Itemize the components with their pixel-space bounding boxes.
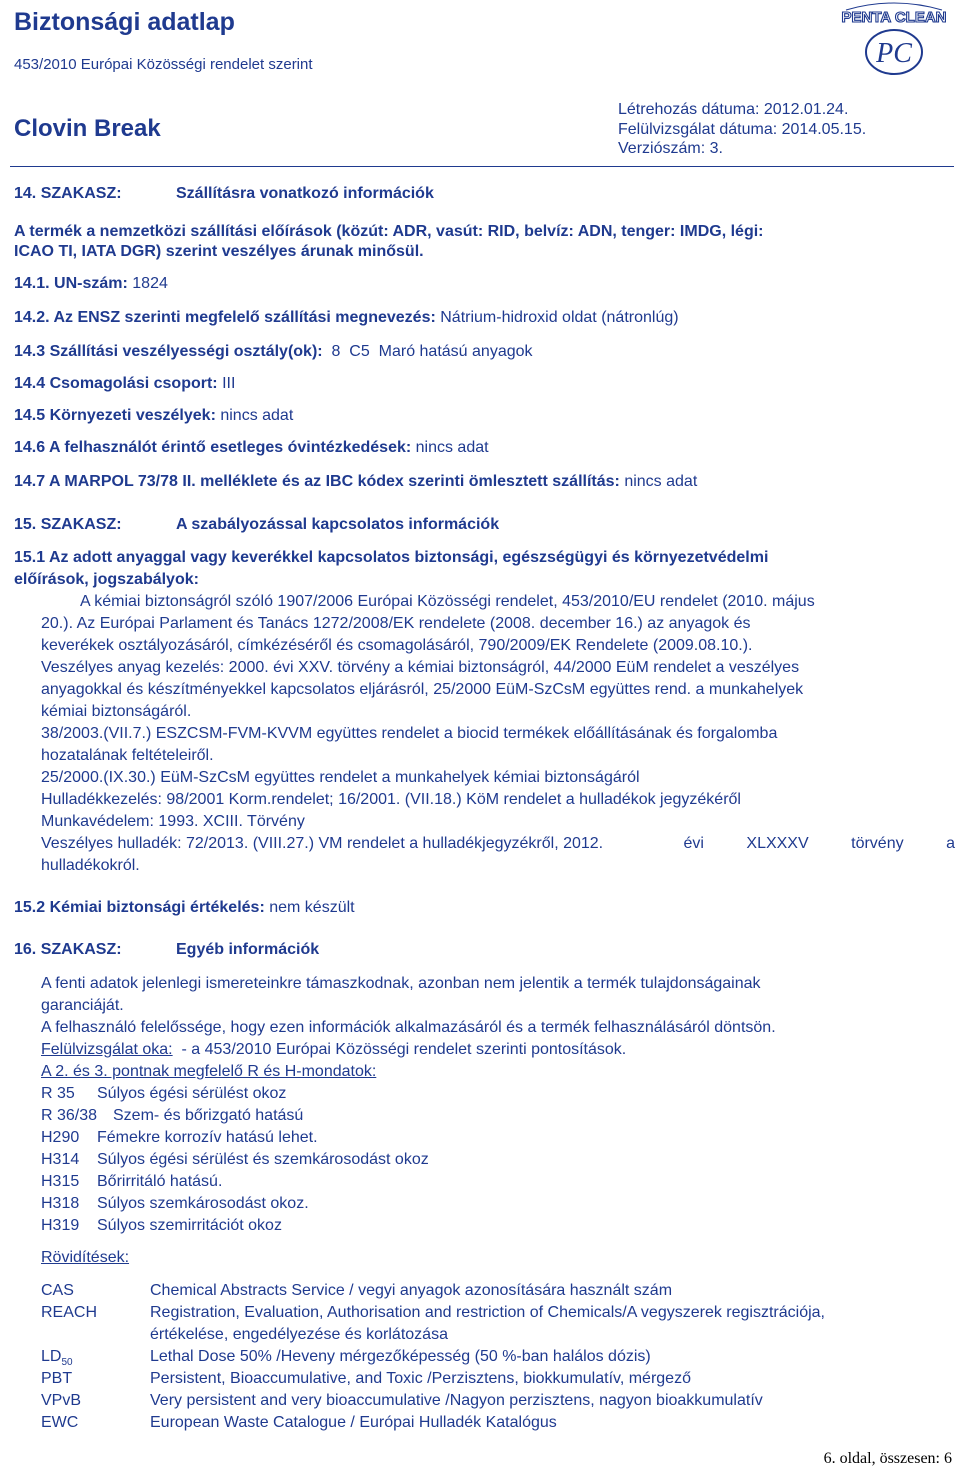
section-16-heading: 16. SZAKASZ: Egyéb információk (14, 941, 320, 958)
abbr-key: VPvB (41, 1392, 82, 1409)
document-title: Biztonsági adatlap (14, 8, 235, 36)
phrase-item: H318 Súlyos szemkárosodást okoz. (41, 1195, 309, 1212)
s16-paragraph: garanciáját. (41, 997, 124, 1014)
s15-1-heading-line2: előírások, jogszabályok: (14, 571, 199, 588)
revised-date: Felülvizsgálat dátuma: 2014.05.15. (618, 120, 867, 138)
page-number: 6. oldal, összesen: 6 (823, 1450, 952, 1467)
abbr-value: European Waste Catalogue / Európai Hulladék Katalógus (150, 1414, 557, 1431)
s15-regulation-line: Munkavédelem: 1993. XCIII. Törvény (41, 813, 305, 830)
phrase-item: H314 Súlyos égési sérülést és szemkárosodást okoz (41, 1151, 429, 1168)
s15-regulation-line: anyagokkal és készítményekkel kapcsolatos eljárásról, 25/2000 EüM-SzCsM együttes rend. a munkahelyek (41, 681, 804, 698)
s15-regulation-line: 25/2000.(IX.30.) EüM-SzCsM együttes rendelet a munkahelyek kémiai biztonságáról (41, 769, 640, 786)
abbr-key: EWC (41, 1414, 79, 1431)
s14-env-hazards: 14.5 Környezeti veszélyek: nincs adat (14, 407, 294, 424)
logo-text: PENTA CLEAN (841, 9, 947, 26)
document-subtitle: 453/2010 Európai Közösségi rendelet szerint (14, 56, 313, 73)
s15-regulation-line: kémiai biztonságáról. (41, 703, 192, 720)
s15-regulation-line: hulladékokról. (41, 857, 140, 874)
s15-regulation-line: keverékek osztályozásáról, címkézéséről és csomagolásáról, 790/2009/EK Rendelete (2009.08.10.). (41, 637, 753, 654)
section-15-heading: 15. SZAKASZ: A szabályozással kapcsolatos információk (14, 516, 500, 533)
s15-1-heading-line1: 15.1 Az adott anyaggal vagy keverékkel kapcsolatos biztonsági, egészségügyi és környezetvédelmi (14, 549, 769, 566)
s15-2-assessment: 15.2 Kémiai biztonsági értékelés: nem készült (14, 899, 355, 916)
abbr-key: PBT (41, 1370, 73, 1387)
phrase-item: H315 Bőrirritáló hatású. (41, 1173, 223, 1190)
s16-paragraph: A felhasználó felelőssége, hogy ezen információk alkalmazásáról és a termék felhasználásáról döntsön. (41, 1019, 776, 1036)
abbr-key: $LD_{50}$ (41, 1348, 73, 1369)
s15-regulation-line: Hulladékkezelés: 98/2001 Korm.rendelet; 16/2001. (VII.18.) KöM rendelet a hulladékok jegyzékéről (41, 791, 741, 808)
phrase-item: H319 Súlyos szemirritációt okoz (41, 1217, 282, 1234)
logo-mark: PC (876, 38, 912, 69)
phrase-item: R 36/38 Szem- és bőrizgató hatású (41, 1107, 304, 1124)
s14-hazard-class: 14.3 Szállítási veszélyességi osztály(ok): 8 C5 Maró hatású anyagok (14, 343, 533, 360)
abbreviations-title: Rövidítések: (41, 1249, 130, 1266)
s14-user-precautions: 14.6 A felhasználót érintő esetleges óvintézkedések: nincs adat (14, 439, 489, 456)
product-name: Clovin Break (14, 115, 161, 142)
s14-un-number: 14.1. UN-szám: 1824 (14, 275, 168, 292)
abbr-value: Persistent, Bioaccumulative, and Toxic /Perzisztens, biokkumulatív, mérgező (150, 1370, 691, 1387)
abbr-value: Chemical Abstracts Service / vegyi anyagok azonosítására használt szám (150, 1282, 673, 1299)
s14-packing-group: 14.4 Csomagolási csoport: III (14, 375, 236, 392)
s16-phrases-title: A 2. és 3. pontnak megfelelő R és H-mondatok: (41, 1063, 377, 1080)
s15-regulation-line: 20.). Az Európai Parlament és Tanács 1272/2008/EK rendelete (2008. december 16.) az anyagok és (41, 615, 751, 632)
phrase-item: H290 Fémekre korrozív hatású lehet. (41, 1129, 318, 1146)
abbr-key: REACH (41, 1304, 98, 1321)
header-rule (10, 166, 954, 167)
section-14-heading: 14. SZAKASZ: Szállításra vonatkozó információk (14, 185, 434, 202)
s16-revision-reason: Felülvizsgálat oka: - a 453/2010 Európai Közösségi rendelet szerinti pontosítások. (41, 1041, 627, 1058)
s14-shipping-name: 14.2. Az ENSZ szerinti megfelelő szállítási megnevezés: Nátrium-hidroxid oldat (nátronlúg) (14, 309, 679, 326)
abbr-value: Registration, Evaluation, Authorisation and restriction of Chemicals/A vegyszerek regisztrációja, (150, 1304, 825, 1321)
s14-intro-line1: A termék a nemzetközi szállítási előírások (közút: ADR, vasút: RID, belvíz: ADN, tenger: IMDG, légi: (14, 223, 764, 240)
s14-intro-line2: ICAO TI, IATA DGR) szerint veszélyes árunak minősül. (14, 243, 424, 260)
document-dates (618, 100, 866, 159)
abbr-key: CAS (41, 1282, 74, 1299)
abbr-value: értékelése, engedélyezése és korlátozása (150, 1326, 448, 1343)
s16-paragraph: A fenti adatok jelenlegi ismereteinkre támaszkodnak, azonban nem jelentik a termék tulajdonságainak (41, 975, 761, 992)
s15-regulation-line-justified: Veszélyes hulladék: 72/2013. (VIII.27.) VM rendelet a hulladékjegyzékről, 2012. évi XLXXXV törvény a (41, 835, 955, 852)
s15-regulation-line: hozatalának feltételeiről. (41, 747, 214, 764)
s15-regulation-line: Veszélyes anyag kezelés: 2000. évi XXV. törvény a kémiai biztonságról, 44/2000 EüM rendelet a veszélyes (41, 659, 800, 676)
abbr-value: Very persistent and very bioaccumulative /Nagyon perzisztens, nagyon bioakkumulatív (150, 1392, 763, 1409)
s15-regulation-line: 38/2003.(VII.7.) ESZCSM-FVM-KVVM együttes rendelet a biocid termékek előállításának és forgalomba (41, 725, 778, 742)
abbr-value: Lethal Dose 50% /Heveny mérgezőképesség (50 %-ban halálos dózis) (150, 1348, 651, 1365)
penta-clean-logo (838, 2, 950, 78)
s14-marpol: 14.7 A MARPOL 73/78 II. melléklete és az IBC kódex szerinti ömlesztett szállítás: nincs adat (14, 473, 698, 490)
version-number: Verziószám: 3. (618, 140, 723, 157)
phrase-item: R 35 Súlyos égési sérülést okoz (41, 1085, 287, 1102)
s15-regulation-line: A kémiai biztonságról szóló 1907/2006 Európai Közösségi rendelet, 453/2010/EU rendelet (2010. május (80, 593, 815, 610)
created-date: Létrehozás dátuma: 2012.01.24. (618, 101, 849, 118)
